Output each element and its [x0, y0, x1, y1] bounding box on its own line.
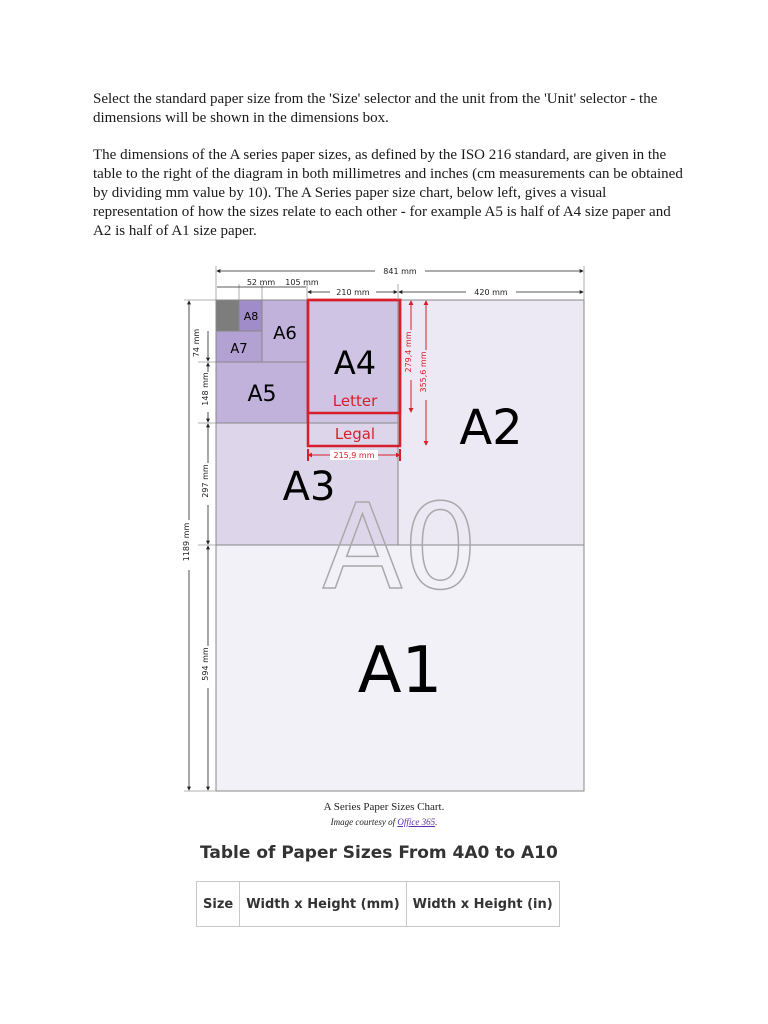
dim-letter-width: 215,9 mm — [333, 451, 375, 460]
credit-prefix: Image courtesy of — [330, 817, 398, 827]
dim-left-594: 594 mm — [201, 647, 210, 681]
column-header-in: Width x Height (in) — [406, 882, 559, 927]
description-paragraph: The dimensions of the A series paper sizes, as defined by the ISO 216 standard, are given in the table to the right of the diagram in both millimetres and inches (cm measurements can be obtained by dividing mm value by 10). The A Series paper size chart, below left, gives a visual representation of how the sizes relate to each other - for example A5 is half of A4 size paper and A2 is half of A1 size paper. — [93, 147, 683, 239]
label-a5: A5 — [247, 382, 277, 407]
dim-top-210: 210 mm — [336, 288, 370, 297]
dim-top-105: 105 mm — [285, 278, 319, 287]
label-a2: A2 — [459, 400, 523, 456]
table-header-row — [197, 882, 560, 927]
label-a3: A3 — [282, 464, 336, 510]
intro-paragraph: Select the standard paper size from the 'Size' selector and the unit from the 'Unit' selector - the dimensions will be shown in the dimensions box. — [93, 91, 658, 126]
chart-caption: A Series Paper Sizes Chart. — [323, 801, 445, 813]
dim-left-74: 74 mm — [192, 328, 201, 358]
dim-top-total: 841 mm — [383, 267, 417, 276]
label-letter: Letter — [332, 392, 378, 410]
dim-left-total: 1189 mm — [182, 522, 191, 562]
column-header-mm: Width x Height (mm) — [240, 882, 406, 927]
office-365-link[interactable]: Office 365 — [397, 817, 436, 827]
paper-sizes-table — [196, 881, 560, 927]
label-a8: A8 — [243, 310, 259, 323]
credit-suffix: . — [435, 817, 438, 827]
dim-top-420: 420 mm — [474, 288, 508, 297]
label-a7: A7 — [230, 342, 248, 357]
dim-letter-height: 279,4 mm — [404, 331, 413, 373]
label-a0: A0 — [322, 478, 478, 616]
label-legal: Legal — [334, 425, 376, 443]
column-header-size: Size — [197, 882, 240, 927]
a-series-paper-sizes-chart — [184, 263, 594, 795]
dim-left-297: 297 mm — [201, 464, 210, 498]
table-heading: Table of Paper Sizes From 4A0 to A10 — [200, 843, 558, 863]
label-a4: A4 — [333, 344, 377, 382]
image-credit — [0, 817, 768, 827]
dim-legal-height: 355,6 mm — [419, 351, 428, 393]
dim-top-52: 52 mm — [246, 278, 276, 287]
label-a6: A6 — [273, 323, 297, 344]
label-a1: A1 — [357, 634, 443, 708]
dim-left-148: 148 mm — [201, 372, 210, 406]
a9-sheet — [216, 300, 239, 331]
